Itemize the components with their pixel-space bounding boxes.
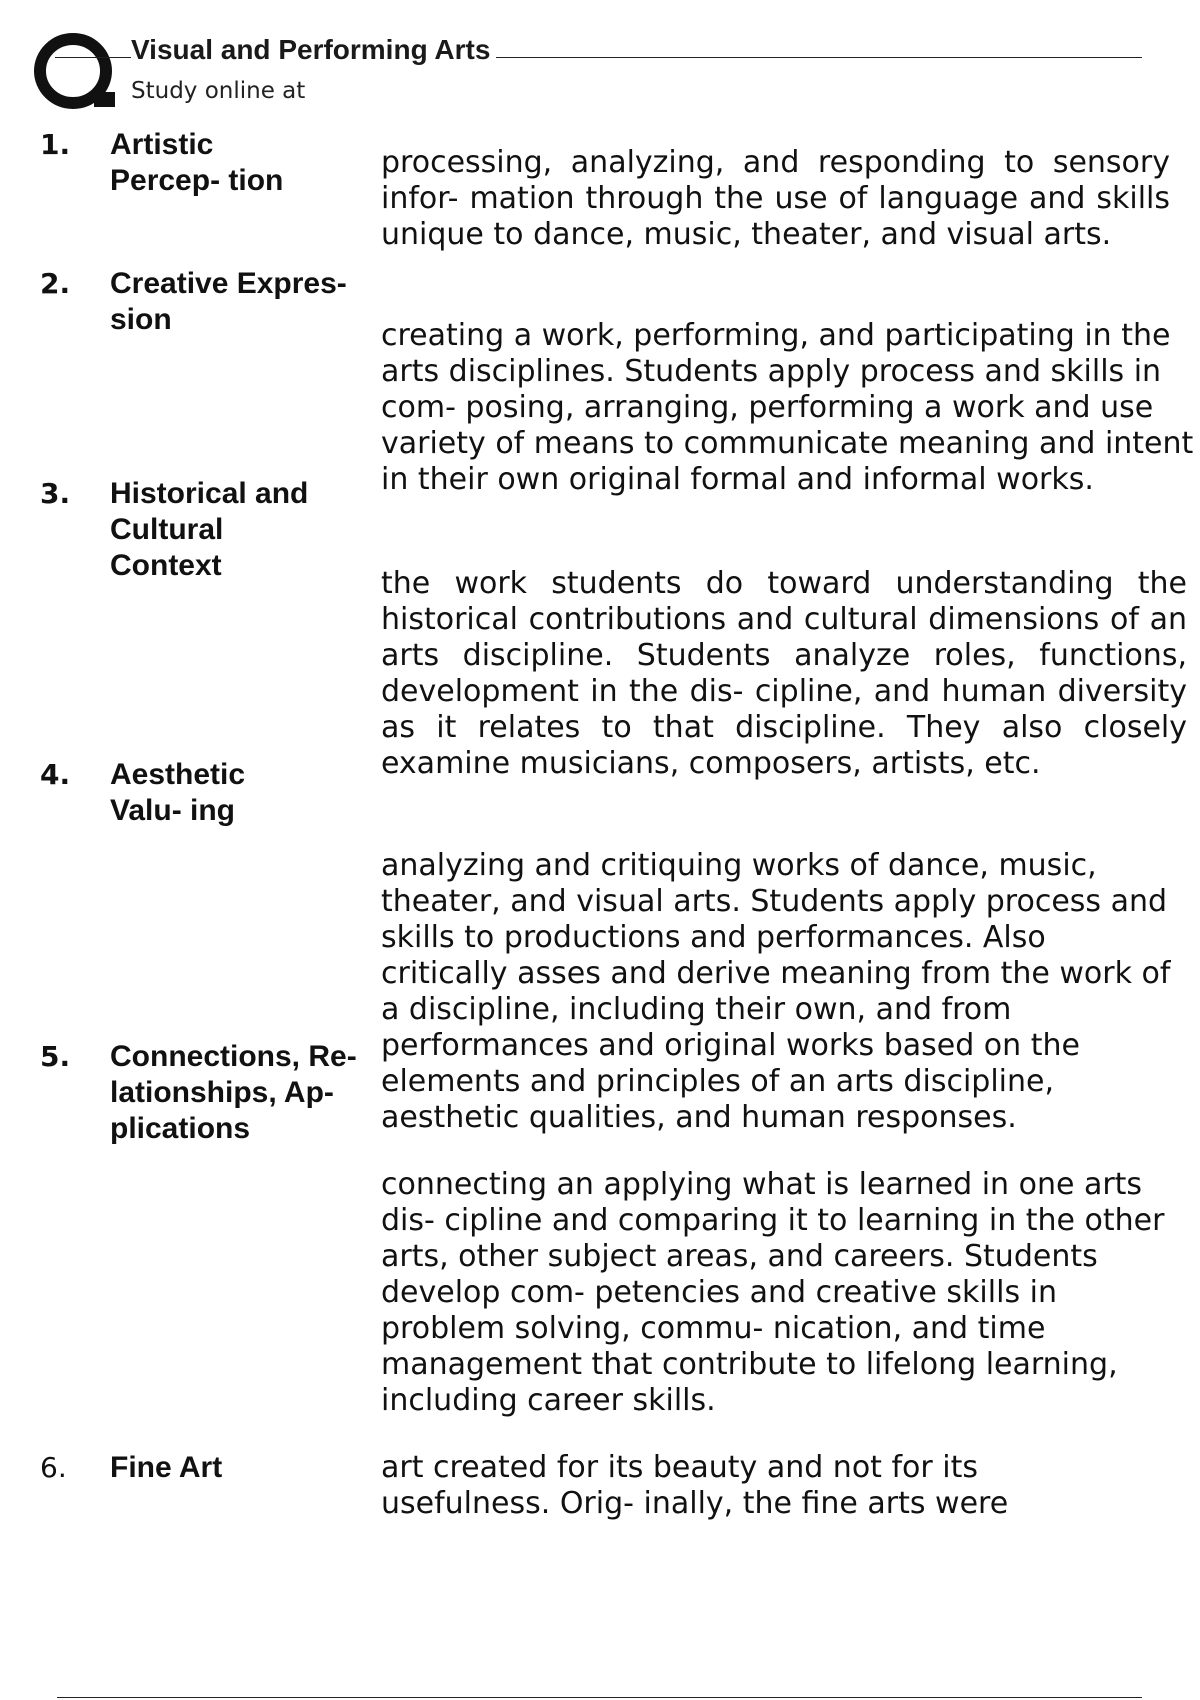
term-label: Artistic Percep- tion bbox=[110, 128, 284, 197]
term-number: 2. bbox=[40, 267, 71, 300]
term-number: 1. bbox=[40, 128, 71, 161]
quizlet-q-logo-icon bbox=[34, 32, 144, 110]
term-number: 3. bbox=[40, 477, 71, 510]
term-definition: the work students do toward understanding the historical contributions and cultural dimensions of an arts discipline. Students analyze roles, functions, development in the dis- cipline, and human diversity as it relates to that discipline. They also closely examine musicians, composers, artists, etc. bbox=[381, 566, 1187, 781]
term-label: Aesthetic Valu- ing bbox=[110, 758, 246, 827]
term-label: Fine Art bbox=[110, 1451, 223, 1484]
term-definition: creating a work, performing, and participating in the arts disciplines. Students apply process and skills in com- posing, arranging, performing a work and use variety of means to communicate meaning and intent in their own original formal and informal works. bbox=[381, 318, 1194, 497]
term-definition: analyzing and critiquing works of dance, music, theater, and visual arts. Students apply process and skills to productions and performances. Also critically asses and derive meaning from the work of a discipline, including their own, and from performances and original works based on the elements and principles of an arts discipline, aesthetic qualities, and human responses. bbox=[381, 848, 1171, 1135]
term-label: Creative Expres- sion bbox=[110, 267, 347, 336]
term-definition: processing, analyzing, and responding to sensory infor- mation through the use of language and skills unique to dance, music, theater, and visual arts. bbox=[381, 145, 1170, 252]
term-number: 6. bbox=[40, 1451, 67, 1484]
term-definition: art created for its beauty and not for its usefulness. Orig- inally, the fine arts were bbox=[381, 1450, 1009, 1521]
term-number: 5. bbox=[40, 1040, 71, 1073]
term-label: Historical and Cultural Context bbox=[110, 477, 309, 582]
page-subtitle: Study online at bbox=[131, 78, 306, 104]
page-title: Visual and Performing Arts bbox=[131, 33, 496, 67]
term-label: Connections, Re- lationships, Ap- plications bbox=[110, 1040, 357, 1145]
footer-divider bbox=[57, 1697, 1142, 1698]
term-number: 4. bbox=[40, 758, 71, 791]
term-definition: connecting an applying what is learned in one arts dis- cipline and comparing it to learning in the other arts, other subject areas, and careers. Students develop com- petencies and creative skills in problem solving, commu- nication, and time management that contribute to lifelong learning, including career skills. bbox=[381, 1167, 1165, 1418]
